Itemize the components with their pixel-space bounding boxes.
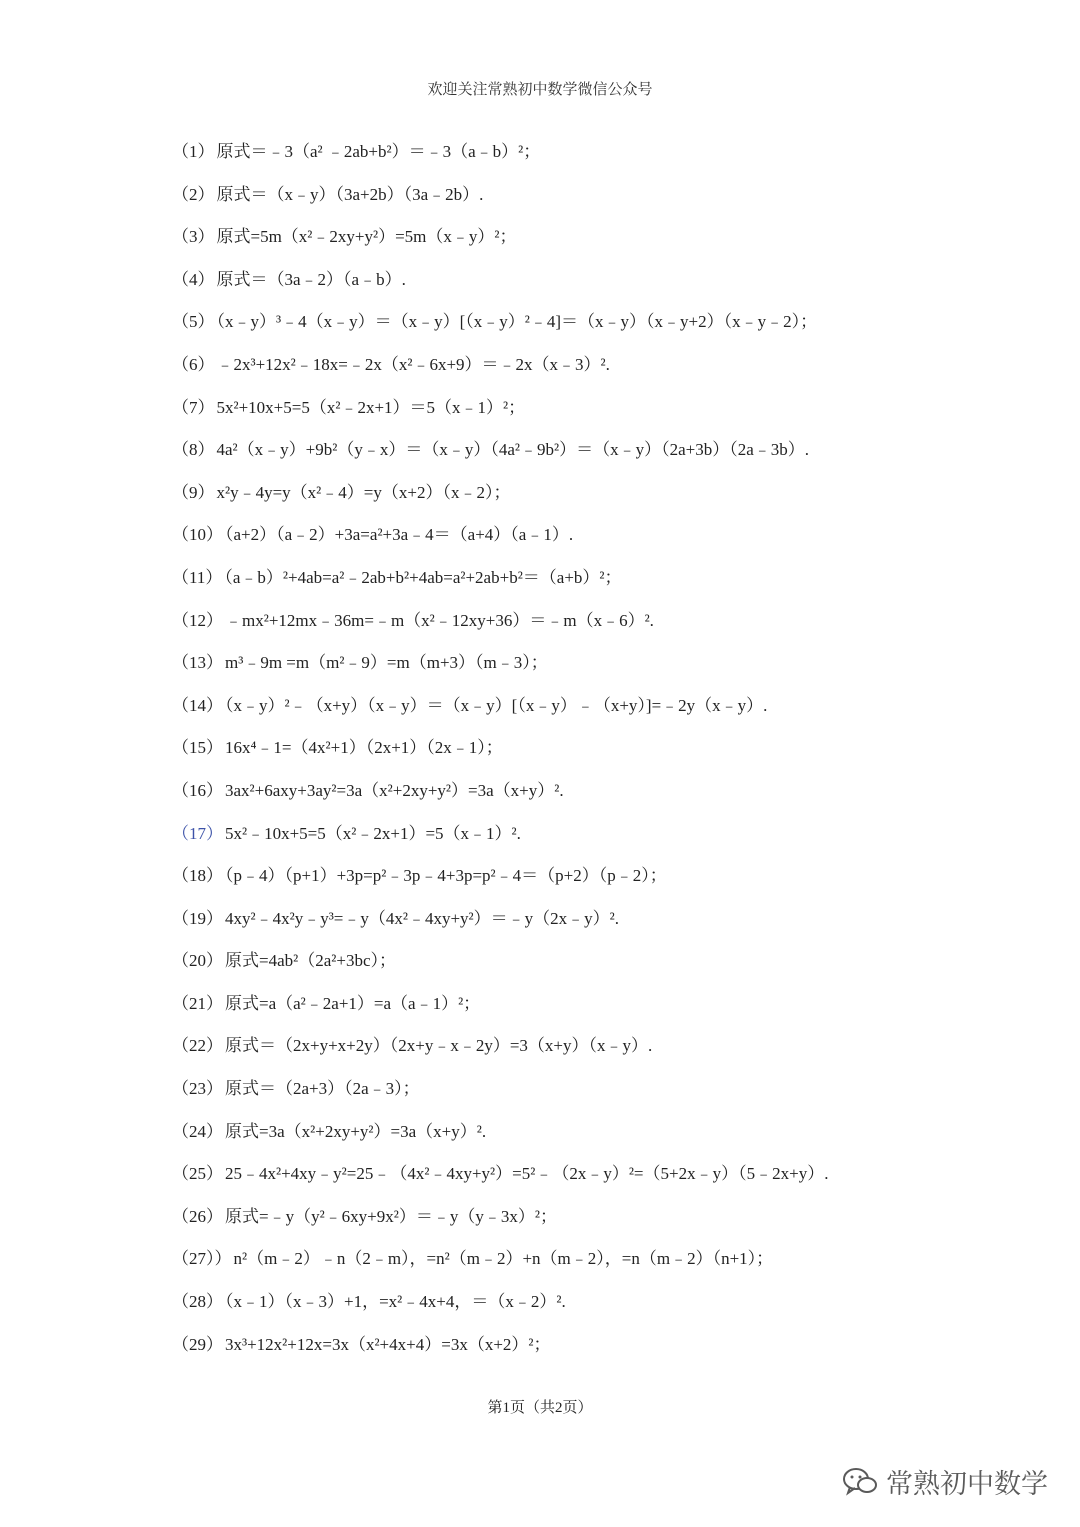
answer-line [172, 477, 972, 520]
answer-expression: 原式=4ab²（2a²+3bc）； [225, 951, 397, 971]
answer-number: （13） [172, 653, 223, 673]
answer-line [172, 605, 972, 648]
answer-number: （7） [172, 397, 215, 417]
answer-expression: 5x²+10x+5=5（x²﹣2x+1）＝5（x﹣1）²； [216, 397, 526, 417]
answer-number: （10） [172, 525, 223, 545]
page-header: 欢迎关注常熟初中数学微信公众号 [427, 82, 653, 98]
answer-number: （5） [172, 312, 215, 332]
answer-number: （18） [172, 866, 223, 886]
answer-expression: 原式=3a（x²+2xy+y²）=3a（x+y）². [225, 1121, 487, 1141]
answer-line [172, 179, 972, 222]
answer-line [172, 647, 972, 690]
answer-expression: 原式＝（3a﹣2）（a﹣b）. [216, 269, 406, 289]
answer-expression: 25﹣4x²+4xy﹣y²=25﹣（4x²﹣4xy+y²）=5²﹣（2x﹣y）²=（5+2x﹣y）（5﹣2x+y）. [225, 1164, 829, 1184]
answer-line [172, 136, 972, 179]
answer-number: （23） [172, 1079, 223, 1099]
answer-expression: （p﹣4）（p+1）+3p=p²﹣3p﹣4+3p=p²﹣4＝（p+2）（p﹣2）； [225, 866, 667, 886]
answer-number: （3） [172, 227, 215, 247]
answer-expression: x²y﹣4y=y（x²﹣4）=y（x+2）（x﹣2）； [216, 482, 511, 502]
answer-number: （12） [172, 610, 223, 630]
answer-number: （29） [172, 1334, 223, 1354]
answer-number: （2） [172, 184, 215, 204]
answer-expression: （x﹣y）³﹣4（x﹣y）＝（x﹣y）[（x﹣y）²﹣4]＝（x﹣y）（x﹣y+2）（x﹣y﹣2）； [216, 312, 818, 332]
answer-line [172, 1243, 972, 1286]
answer-expression: ﹣2x³+12x²﹣18x=﹣2x（x²﹣6x+9）＝﹣2x（x﹣3）². [216, 354, 610, 374]
answer-number: （17） [172, 823, 223, 843]
answer-line [172, 818, 972, 861]
answer-line [172, 1158, 972, 1201]
answer-list [172, 136, 972, 1371]
watermark-text: 常熟初中数学 [886, 1469, 1048, 1500]
wechat-icon [842, 1467, 878, 1497]
answer-expression: 5x²﹣10x+5=5（x²﹣2x+1）=5（x﹣1）². [225, 823, 521, 843]
answer-expression: 原式＝（2x+y+x+2y）（2x+y﹣x﹣2y）=3（x+y）（x﹣y）. [225, 1036, 653, 1056]
answer-expression: 原式=5m（x²﹣2xy+y²）=5m（x﹣y）²； [216, 227, 517, 247]
answer-number: （9） [172, 482, 215, 502]
answer-line [172, 945, 972, 988]
answer-number: （24） [172, 1121, 223, 1141]
answer-line [172, 1073, 972, 1116]
answer-number: （28） [172, 1292, 223, 1312]
answer-expression: 4a²（x﹣y）+9b²（y﹣x）＝（x﹣y）（4a²﹣9b²）＝（x﹣y）（2a+3b）（2a﹣3b）. [216, 440, 809, 460]
answer-expression: （x﹣y）²﹣（x+y）（x﹣y）＝（x﹣y）[（x﹣y）﹣（x+y）]=﹣2y（x﹣y）. [225, 695, 768, 715]
answer-number: （19） [172, 908, 223, 928]
answer-number: （21） [172, 993, 223, 1013]
answer-number: （1） [172, 142, 215, 161]
answer-number: （14） [172, 695, 223, 715]
answer-number: （15） [172, 738, 223, 758]
answer-line [172, 988, 972, 1031]
answer-line [172, 392, 972, 435]
answer-line [172, 903, 972, 946]
answer-line [172, 221, 972, 264]
answer-number: （27）） [172, 1249, 232, 1269]
answer-line [172, 775, 972, 818]
answer-number: （22） [172, 1036, 223, 1056]
answer-line [172, 1201, 972, 1244]
answer-expression: （a+2）（a﹣2）+3a=a²+3a﹣4＝（a+4）（a﹣1）. [225, 525, 574, 545]
answer-line [172, 732, 972, 775]
answer-line [172, 519, 972, 562]
answer-expression: 4xy²﹣4x²y﹣y³=﹣y（4x²﹣4xy+y²）＝﹣y（2x﹣y）². [225, 908, 620, 928]
answer-line [172, 306, 972, 349]
answer-number: （6） [172, 354, 215, 374]
answer-line [172, 1329, 972, 1372]
answer-line [172, 1030, 972, 1073]
answer-number: （20） [172, 951, 223, 971]
answer-line [172, 1286, 972, 1329]
answer-line [172, 562, 972, 605]
answer-expression: 原式＝﹣3（a² ﹣2ab+b²）＝﹣3（a﹣b）²； [216, 142, 541, 161]
answer-line [172, 264, 972, 307]
answer-expression: （x﹣1）（x﹣3）+1，=x²﹣4x+4，＝（x﹣2）². [225, 1292, 566, 1312]
answer-expression: 原式=﹣y（y²﹣6xy+9x²）＝﹣y（y﹣3x）²； [225, 1206, 557, 1226]
answer-expression: （a﹣b）²+4ab=a²﹣2ab+b²+4ab=a²+2ab+b²＝（a+b）²； [224, 567, 622, 587]
answer-number: （26） [172, 1206, 223, 1226]
answer-expression: 16x⁴﹣1=（4x²+1）（2x+1）（2x﹣1）； [225, 738, 503, 758]
answer-number: （8） [172, 440, 215, 460]
answer-number: （16） [172, 780, 223, 800]
answer-expression: m³﹣9m =m（m²﹣9）=m（m+3）（m﹣3）； [225, 653, 548, 673]
answer-expression: n²（m﹣2）﹣n（2﹣m），=n²（m﹣2）+n（m﹣2），=n（m﹣2）（n+1）； [233, 1249, 774, 1269]
answer-line [172, 860, 972, 903]
answer-number: （4） [172, 269, 215, 289]
answer-line [172, 690, 972, 733]
answer-expression: ﹣mx²+12mx﹣36m=﹣m（x²﹣12xy+36）＝﹣m（x﹣6）². [225, 610, 654, 630]
answer-number: （25） [172, 1164, 223, 1184]
answer-line [172, 434, 972, 477]
answer-expression: 3x³+12x²+12x=3x（x²+4x+4）=3x（x+2）²； [225, 1334, 551, 1354]
answer-expression: 原式＝（2a+3）（2a﹣3）； [225, 1079, 420, 1099]
answer-line [172, 349, 972, 392]
answer-line [172, 1116, 972, 1159]
watermark [842, 1462, 1048, 1501]
answer-number: （11） [172, 567, 223, 587]
answer-expression: 原式＝（x﹣y）（3a+2b）（3a﹣2b）. [216, 184, 484, 204]
page-footer: 第1页（共2页） [487, 1400, 593, 1416]
answer-expression: 3ax²+6axy+3ay²=3a（x²+2xy+y²）=3a（x+y）². [225, 780, 564, 800]
answer-expression: 原式=a（a²﹣2a+1）=a（a﹣1）²； [225, 993, 481, 1013]
